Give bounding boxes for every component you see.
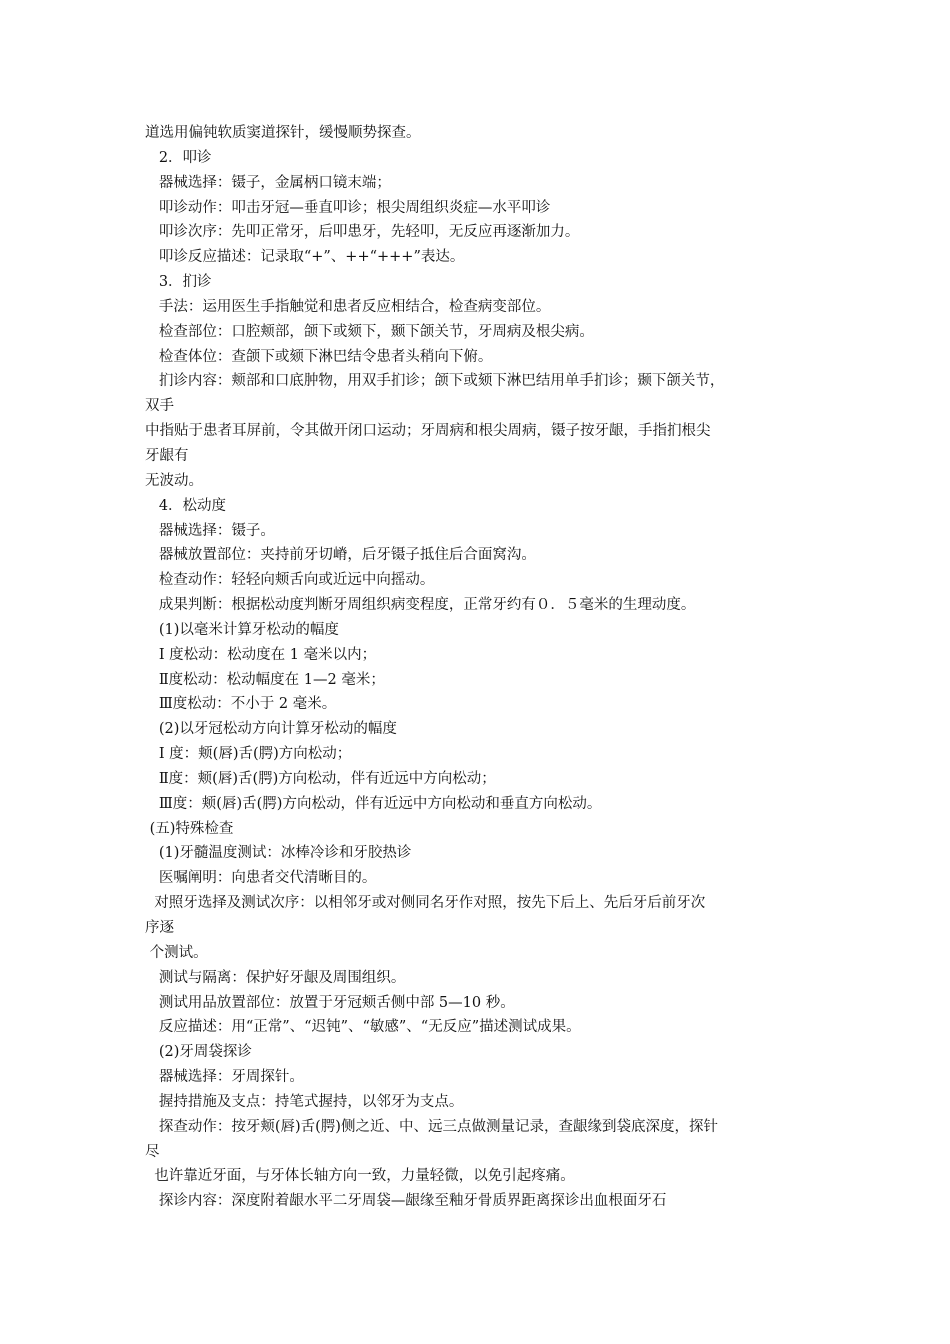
section-heading-palpation: 3．扪诊 xyxy=(145,274,212,291)
text-line: 检查体位：查颌下或颏下淋巴结令患者头稍向下俯。 xyxy=(145,348,493,365)
text-line: 器械选择：镊子。 xyxy=(145,522,275,539)
text-line: Ⅱ度：颊(唇)舌(腭)方向松动，伴有近远中方向松动； xyxy=(145,770,496,787)
text-line: 个测试。 xyxy=(145,944,208,961)
text-line: 检查动作：轻轻向颊舌向或近远中向摇动。 xyxy=(145,572,435,589)
text-line: 对照牙选择及测试次序：以相邻牙或对侧同名牙作对照，按先下后上、先后牙后前牙次 xyxy=(145,895,706,912)
text-line: 序逐 xyxy=(145,920,174,936)
text-line: 双手 xyxy=(145,398,174,415)
text-line: 无波动。 xyxy=(145,472,203,489)
text-line: 探诊内容：深度附着龈水平二牙周袋—龈缘至釉牙骨质界距离探诊出血根面牙石 xyxy=(145,1193,667,1210)
text-line: Ⅱ度松动：松动幅度在 1—2 毫米； xyxy=(145,671,385,688)
text-line: 道选用偏钝软质窦道探针，缓慢顺势探查。 xyxy=(145,125,421,141)
text-line: 也许靠近牙面，与牙体长轴方向一致，力量轻微，以免引起疼痛。 xyxy=(145,1168,575,1185)
document-body xyxy=(145,121,825,1214)
text-line: 器械选择：牙周探针。 xyxy=(145,1069,304,1086)
section-heading-mobility: 4．松动度 xyxy=(145,497,227,514)
text-line: 反应描述：用“正常”、“迟钝”、“敏感”、“无反应”描述测试成果。 xyxy=(145,1019,581,1036)
subheading-line: (2)以牙冠松动方向计算牙松动的幅度 xyxy=(145,721,397,738)
subheading-line: (1)牙髓温度测试：冰棒冷诊和牙胶热诊 xyxy=(145,845,412,862)
subheading-line: (2)牙周袋探诊 xyxy=(145,1044,252,1061)
text-line: 检查部位：口腔颊部，颌下或颏下，颞下颌关节，牙周病及根尖病。 xyxy=(145,323,594,340)
text-line: 中指贴于患者耳屏前，令其做开闭口运动；牙周病和根尖周病，镊子按牙龈，手指扪根尖 xyxy=(145,423,711,440)
section-heading-percussion: 2．叩诊 xyxy=(145,149,212,166)
text-line: 测试与隔离：保护好牙龈及周围组织。 xyxy=(145,969,406,986)
text-line: 叩诊反应描述：记录取“+”、++“+++”表达。 xyxy=(145,249,465,266)
subheading-line: (1)以毫米计算牙松动的幅度 xyxy=(145,621,339,638)
text-line: Ⅲ度松动：不小于 2 毫米。 xyxy=(145,696,337,713)
section-heading-special-exam: (五)特殊检查 xyxy=(145,820,234,837)
text-line: 器械放置部位：夹持前牙切嵴，后牙镊子抵住后合面窝沟。 xyxy=(145,547,536,564)
text-line: Ⅲ度：颊(唇)舌(腭)方向松动，伴有近远中方向松动和垂直方向松动。 xyxy=(145,795,602,812)
text-line: 叩诊动作：叩击牙冠—垂直叩诊；根尖周组织炎症—水平叩诊 xyxy=(145,199,551,216)
text-line: 成果判断：根据松动度判断牙周组织病变程度，正常牙约有０．５毫米的生理动度。 xyxy=(145,597,696,614)
text-line: 牙龈有 xyxy=(145,447,189,464)
text-line: I 度松动：松动度在 1 毫米以内； xyxy=(145,646,377,663)
text-line: 握持措施及支点：持笔式握持，以邻牙为支点。 xyxy=(145,1093,464,1110)
text-line: 叩诊次序：先叩正常牙，后叩患牙，先轻叩，无反应再逐渐加力。 xyxy=(145,224,580,241)
text-line: 尽 xyxy=(145,1143,160,1160)
text-line: 探查动作：按牙颊(唇)舌(腭)侧之近、中、远三点做测量记录，查龈缘到袋底深度，探针 xyxy=(145,1118,718,1135)
text-line: I 度：颊(唇)舌(腭)方向松动； xyxy=(145,746,352,763)
text-line: 手法：运用医生手指触觉和患者反应相结合，检查病变部位。 xyxy=(145,298,551,315)
text-line: 器械选择：镊子，金属柄口镜末端； xyxy=(145,174,391,191)
text-line: 医嘱阐明：向患者交代清晰目的。 xyxy=(145,870,377,887)
text-line: 扪诊内容：颊部和口底肿物，用双手扪诊；颌下或颏下淋巴结用单手扪诊；颞下颌关节， xyxy=(145,373,725,390)
text-line: 测试用品放置部位：放置于牙冠颊舌侧中部 5—10 秒。 xyxy=(145,994,515,1011)
